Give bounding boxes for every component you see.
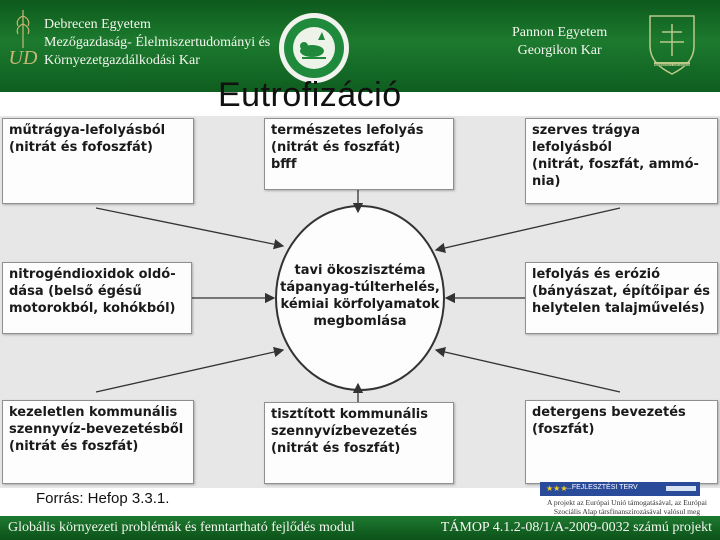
- arrow-top-right: [436, 208, 620, 250]
- box-top-right: szerves trágya lefolyásból (nitrát, foszfát, ammó- nia): [525, 118, 718, 204]
- slide-title: Eutrofizáció: [218, 76, 402, 114]
- ud-logo-text: UD: [8, 47, 38, 68]
- right-line-1: Pannon Egyetem: [512, 25, 608, 40]
- right-line-2: Georgikon Kar: [517, 43, 602, 58]
- box-top-left: műtrágya-lefolyásból (nitrát és fofoszfát): [2, 118, 194, 204]
- box-middle-left: nitrogéndioxidok oldó- dása (belső égésű motorokból, kohókból): [2, 262, 192, 334]
- eu-logo-label: ...FEJLESZTÉSI TERV: [566, 484, 638, 491]
- eu-stars-icon: ★★★: [546, 484, 568, 493]
- footer-project-id: TÁMOP 4.1.2-08/1/A-2009-0032 számú projekt: [440, 520, 712, 535]
- footer-module-name: Globális környezeti problémák és fenntartható fejlődés modul: [8, 520, 355, 535]
- arrow-bottom-left: [96, 350, 283, 392]
- left-line-3: Környezetgazdálkodási Kar: [44, 53, 200, 68]
- crest-banner-text: UNIVERSITAS GEORGIKON: [652, 63, 692, 67]
- box-bottom-center: tisztított kommunális szennyvízbevezetés (nitrát és foszfát): [264, 402, 454, 484]
- footer-band: [0, 516, 720, 540]
- left-line-1: Debrecen Egyetem: [44, 17, 151, 32]
- arrow-bottom-right: [436, 350, 620, 392]
- source-note: Forrás: Hefop 3.3.1.: [36, 490, 170, 507]
- box-bottom-right: detergens bevezetés (foszfát): [525, 400, 718, 484]
- eu-logo: [540, 482, 700, 496]
- eu-funding-notice: A projekt az Európai Unió támogatásával, az Európai Szociális Alap társfinanszírozásával valósul meg: [547, 498, 707, 516]
- box-middle-right: lefolyás és erózió (bányászat, építőipar és helytelen talajművelés): [525, 262, 718, 334]
- left-line-2: Mezőgazdaság- Élelmiszertudományi és: [44, 35, 271, 50]
- center-label: tavi ökoszisztéma tápanyag-túlterhelés, kémiai körfolyamatok megbomlása: [280, 263, 440, 329]
- eu-logo-bar: [666, 486, 696, 491]
- arrow-top-left: [96, 208, 283, 246]
- box-top-center: természetes lefolyás (nitrát és foszfát) bfff: [264, 118, 454, 190]
- box-bottom-left: kezeletlen kommunális szennyvíz-bevezetésből (nitrát és foszfát): [2, 400, 194, 484]
